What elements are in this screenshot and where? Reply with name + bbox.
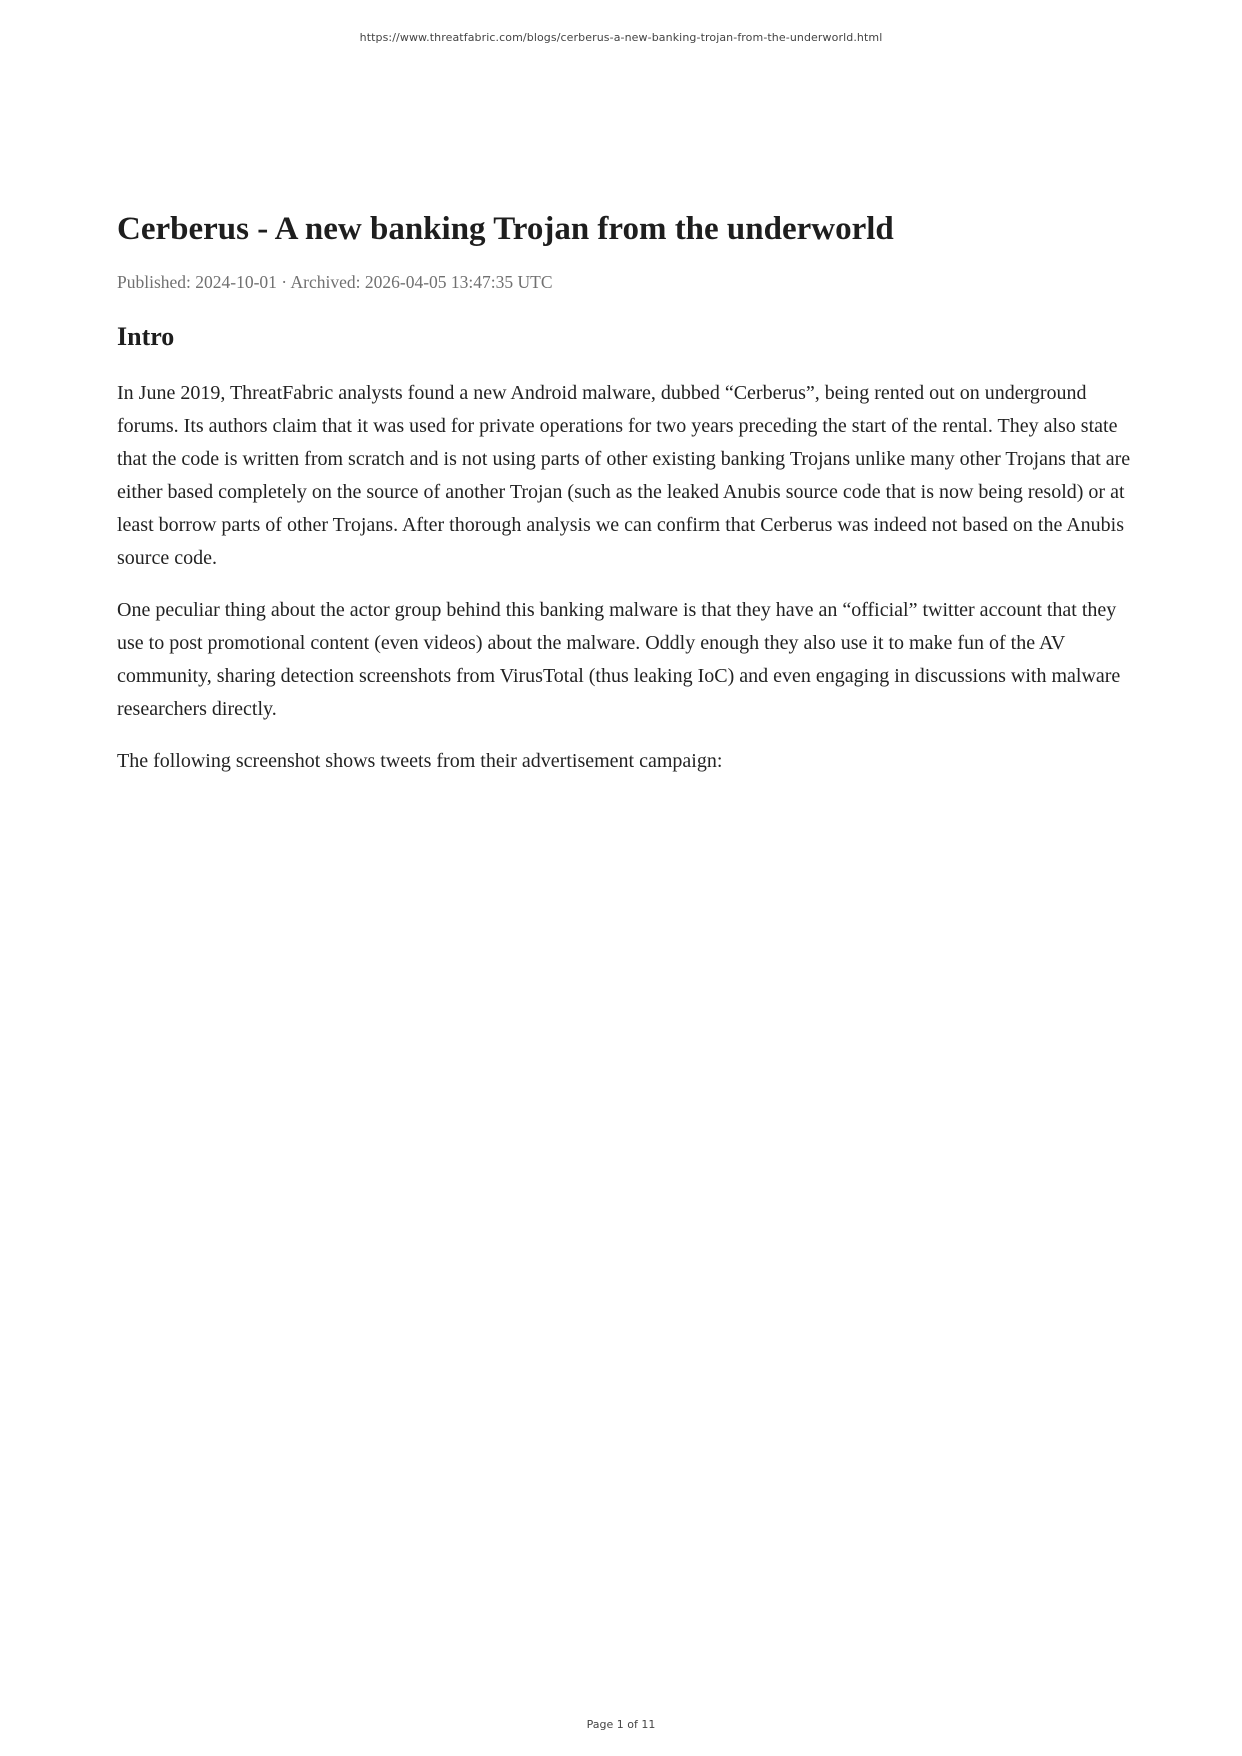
page-number-footer: Page 1 of 11 [586, 1718, 656, 1731]
paragraph-intro-3: The following screenshot shows tweets from their advertisement campaign: [117, 750, 723, 772]
page-url-header: https://www.threatfabric.com/blogs/cerberus-a-new-banking-trojan-from-the-underworld.html [359, 31, 883, 44]
article-title: Cerberus - A new banking Trojan from the underworld [117, 211, 894, 247]
paragraph-intro-1: In June 2019, ThreatFabric analysts found a new Android malware, dubbed “Cerberus”, being rented out on underground forums. Its authors claim that it was used for private operations for two years preceding the start of the rental. They also state that the code is written from scratch and is not using parts of other existing banking Trojans unlike many other Trojans that are either based completely on the source of another Trojan (such as the leaked Anubis source code that is now being resold) or at least borrow parts of other Trojans. After thorough analysis we can confirm that Cerberus was indeed not based on the Anubis source code. [117, 382, 1131, 569]
article [117, 205, 1132, 778]
article-meta: Published: 2024-10-01 · Archived: 2026-04-05 13:47:35 UTC [117, 272, 553, 292]
paragraph-intro-2: One peculiar thing about the actor group behind this banking malware is that they have an “official” twitter account that they use to post promotional content (even videos) about the malware. Oddly enough they also use it to make fun of the AV community, sharing detection screenshots from VirusTotal (thus leaking IoC) and even engaging in discussions with malware researchers directly. [117, 599, 1121, 720]
section-heading-intro: Intro [117, 322, 175, 351]
